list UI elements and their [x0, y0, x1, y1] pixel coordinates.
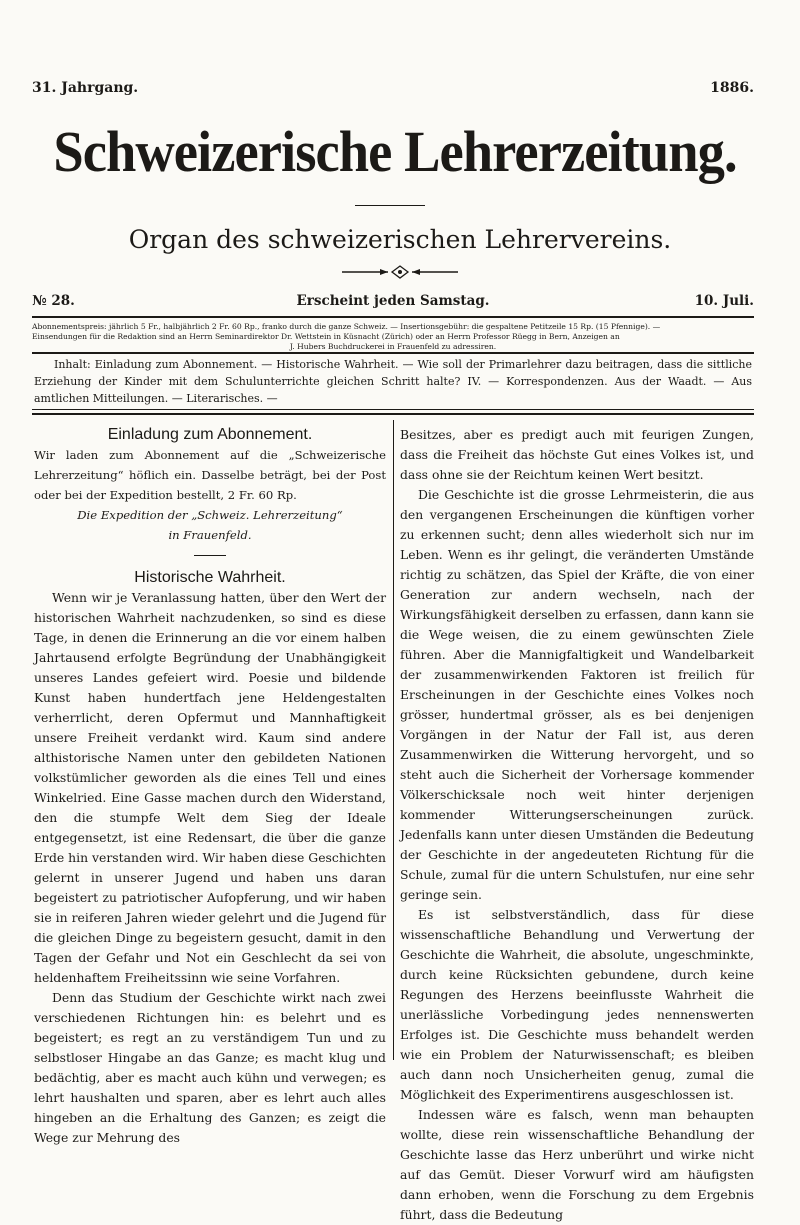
notice-signature-2: in Frauenfeld. [168, 528, 252, 542]
section-divider [194, 555, 226, 556]
article-heading: Historische Wahrheit. [134, 569, 286, 586]
column-left [34, 425, 386, 1148]
notice-heading: Einladung zum Abonnement. [107, 426, 313, 443]
issue-date: 10. Juli. [694, 293, 754, 309]
paragraph: Die Geschichte ist die grosse Lehrmeisterin, die aus den vergangenen Erscheinungen die künftigen vorher zu erkennen sucht; denn alles wiederholt sich nur im Leben. Wenn es ihr gelingt, die veränderten Umstände richtig zu schätzen, das Spiel der Kräfte, die von einer Generation zur andern wechseln, nach der Wirkungsfähigkeit derselben zu erfassen, dann kann sie die Wege weisen, die zu einem gewünschten Ziele führen. Aber die Mannigfaltigkeit und Wandelbarkeit der zusammenwirkenden Faktoren ist freilich für Erscheinungen in der Geschichte eines Volkes noch grösser, hundertmal grösser, als es bei denjenigen Vorgängen in der Natur der Fall ist, aus deren Zusammenwirken die Witterung hervorgeht, und so steht auch die Sicherheit der Vorhersage kommender Völkerschicksale noch weit hinter derjenigen kommender Witterungserscheinungen zurück. Jedenfalls kann unter diesen Umständen die Bedeutung der Geschichte in der angedeuteten Richtung für die Schule, zumal für die untern Schulstufen, nur eine sehr geringe sein. [400, 487, 754, 902]
subscription-info [32, 322, 754, 352]
paragraph: Es ist selbstverständlich, dass für diese wissenschaftliche Behandlung und Verwertung der Geschichte die Wahrheit, die absolute, ungeschminkte, durch keine Rücksichten gebundene, durch keine Regungen des Herzens beeinflusste Wahrheit die unerlässliche Vorbedingung jedes nennenswerten Erfolges ist. Die Geschichte muss behandelt werden wie ein Problem der Naturwissenschaft; es bleiben auch dann noch Unsicherheiten genug, zumal die Möglichkeit des Experimentirens ausgeschlossen ist. [400, 907, 754, 1102]
fineprint-line: J. Hubers Buchdruckerei in Frauenfeld zu adressiren. [289, 342, 497, 351]
divider [32, 413, 754, 415]
newspaper-subtitle: Organ des schweizerischen Lehrervereins. [128, 225, 672, 254]
newspaper-title: Schweizerische Lehrerzeitung. [53, 119, 737, 184]
notice-body [34, 445, 386, 505]
issue-line [32, 293, 754, 313]
column-right [400, 425, 754, 1225]
paragraph: Denn das Studium der Geschichte wirkt nach zwei verschiedenen Richtungen hin: es belehrt und es begeistert; es regt an zu verständigem Tun und zu selbstloser Hingabe an das Ganze; es macht klug und bedächtig, aber es macht auch kühn und verwegen; es lehrt haushalten und sparen, aber es lehrt auch alles hingeben an die Erhaltung des Ganzen; es zeigt die Wege zur Mehrung des [34, 990, 386, 1145]
paragraph: Wenn wir je Veranlassung hatten, über den Wert der historischen Wahrheit nachzudenken, so sind es diese Tage, in denen die Erinnerung an die vor einem halben Jahrtausend erfolgte Begründung der Unabhängigkeit unseres Landes gefeiert wird. Poesie und bildende Kunst haben hundertfach jene Heldengestalten verherrlicht, deren Opfermut und Mannhaftigkeit unsere Freiheit verdankt wird. Kaum sind andere althistorische Namen unter den gebildeten Nationen volkstümlicher geworden als die eines Tell und eines Winkelried. Eine Gasse machen durch den Widerstand, den die stumpfe Welt dem Sieg der Ideale entgegensetzt, ist eine Redensart, die über die ganze Erde hin verstanden wird. Wir haben diese Geschichten gelernt in unserer Jugend und haben uns daran begeistert zu patriotischer Aufopferung, und wir haben sie in reiferen Jahren wieder gelehrt und die Jugend für die gleichen Dinge zu begeistern gesucht, damit in den Tagen der Gefahr und Not ein Geschlecht da sei von heldenhaftem Freiheitssinn wie seine Vorfahren. [34, 590, 386, 985]
column-divider [393, 420, 394, 1060]
notice-text: Wir laden zum Abonnement auf die „Schweizerische Lehrerzeitung“ höflich ein. Dasselbe beträgt, bei der Post oder bei der Expedition bestellt, 2 Fr. 60 Rp. [34, 448, 386, 502]
issue-schedule: Erscheint jeden Samstag. [296, 293, 490, 309]
fineprint-line: Einsendungen für die Redaktion sind an Herrn Seminardirektor Dr. Wettstein in Küsnacht (Zürich) oder an Herrn Professor Rüegg in Bern, Anzeigen an [32, 332, 620, 341]
volume-label: 31. Jahrgang. [32, 80, 139, 96]
issue-number: № 28. [32, 293, 75, 309]
table-of-contents [34, 356, 752, 407]
paragraph: Besitzes, aber es predigt auch mit feurigen Zungen, dass die Freiheit das höchste Gut eines Volkes ist, und dass ohne sie der Reichtum keinen Wert besitzt. [400, 427, 754, 482]
divider [32, 316, 754, 318]
year-label: 1886. [710, 80, 754, 96]
divider [32, 352, 754, 354]
notice-signature-1: Die Expedition der „Schweiz. Lehrerzeitung“ [77, 508, 343, 522]
contents-text: Inhalt: Einladung zum Abonnement. — Historische Wahrheit. — Wie soll der Primarlehrer dazu beitragen, dass die sittliche Erziehung der Kinder mit dem Schulunterrichte gleichen Schritt halte? IV. — Korrespondenzen. Aus der Waadt. — Aus amtlichen Mitteilungen. — Literarisches. — [34, 358, 752, 405]
divider [32, 409, 754, 410]
ornament-icon [340, 264, 460, 280]
fineprint-line: Abonnementspreis: jährlich 5 Fr., halbjährlich 2 Fr. 60 Rp., franko durch die ganze Schweiz. — Insertionsgebühr: die gespaltene Petitzeile 15 Rp. (15 Pfennige). — [32, 322, 661, 331]
masthead-line [32, 80, 754, 100]
title-divider [355, 205, 425, 206]
paragraph: Indessen wäre es falsch, wenn man behaupten wollte, diese rein wissenschaftliche Behandlung der Geschichte lasse das Herz unberührt und wirke nicht auf das Gemüt. Dieser Vorwurf wird am häufigsten dann erhoben, wenn die Forschung zu dem Ergebnis führt, dass die Bedeutung [400, 1107, 754, 1222]
